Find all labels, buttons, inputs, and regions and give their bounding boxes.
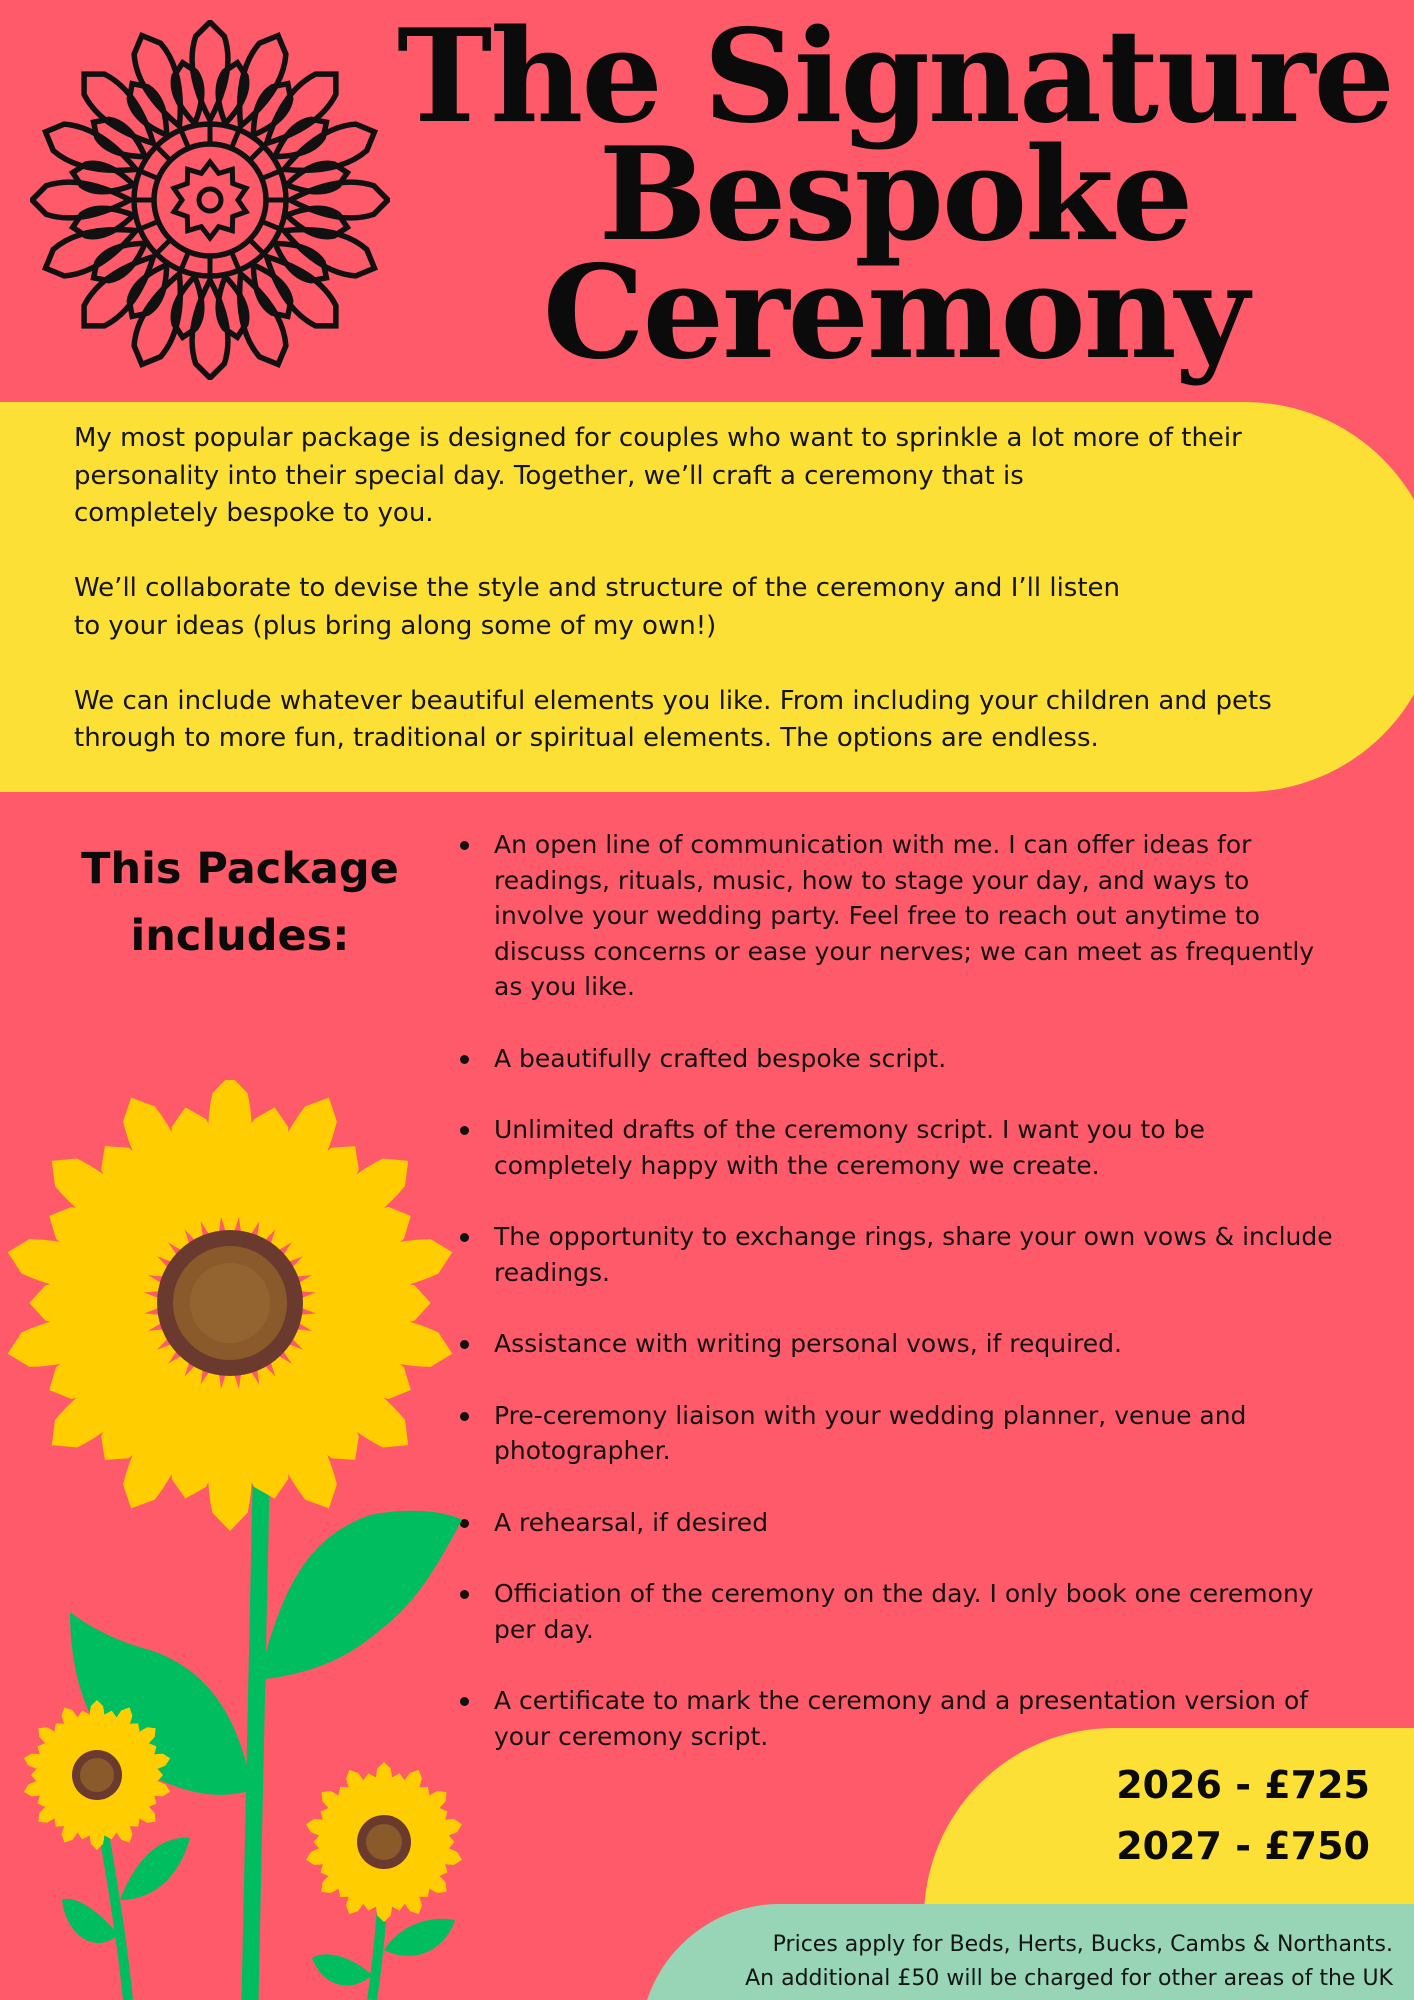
ray-tick bbox=[262, 221, 280, 229]
list-item-text: Unlimited drafts of the ceremony script. I want you to be completely happy with the ceremony we create. bbox=[494, 1115, 1205, 1180]
bullet-icon bbox=[460, 841, 469, 850]
package-heading bbox=[60, 836, 420, 970]
list-item bbox=[460, 1398, 1340, 1469]
list-item bbox=[460, 1041, 1340, 1077]
bullet-icon bbox=[460, 1055, 469, 1064]
list-item bbox=[460, 1219, 1340, 1290]
list-item bbox=[460, 1576, 1340, 1647]
list-item-text: A beautifully crafted bespoke script. bbox=[494, 1043, 947, 1073]
ray-tick bbox=[250, 240, 264, 254]
list-item bbox=[460, 1326, 1340, 1362]
list-item-text: Assistance with writing personal vows, if required. bbox=[494, 1329, 1122, 1358]
ray-tick bbox=[231, 252, 239, 270]
price-row: 2027 - £750 bbox=[1116, 1824, 1370, 1868]
ray-tick bbox=[231, 130, 239, 148]
list-item bbox=[460, 1112, 1340, 1183]
list-item bbox=[460, 827, 1340, 1005]
ray-tick bbox=[181, 252, 189, 270]
sunflower-illustration bbox=[0, 1080, 470, 2000]
ray-tick bbox=[262, 171, 280, 179]
ray-tick bbox=[140, 221, 158, 229]
list-item-text: The opportunity to exchange rings, share your own vows & include readings. bbox=[494, 1222, 1333, 1287]
price-list bbox=[1040, 1755, 1370, 1877]
footer-line: An additional £50 will be charged for other areas of the UK bbox=[745, 1966, 1393, 1991]
sunflower-outline-icon bbox=[30, 20, 390, 380]
price-row: 2026 - £725 bbox=[1116, 1763, 1370, 1807]
package-heading-line: This Package bbox=[81, 844, 399, 894]
list-item-text: Officiation of the ceremony on the day. I only book one ceremony per day. bbox=[494, 1579, 1314, 1644]
intro-text bbox=[74, 420, 1334, 795]
intro-paragraph: We’ll collaborate to devise the style and structure of the ceremony and I’ll listen to your ideas (plus bring along some of my own!) bbox=[74, 573, 1121, 641]
list-item-text: Pre-ceremony liaison with your wedding planner, venue and photographer. bbox=[494, 1400, 1247, 1465]
footer-line: Prices apply for Beds, Herts, Bucks, Cambs & Northants. bbox=[772, 1932, 1393, 1957]
intro-paragraph: We can include whatever beautiful elements you like. From including your children and pets through to more fun, traditional or spiritual elements. The options are endless. bbox=[74, 685, 1272, 753]
intro-paragraph: My most popular package is designed for couples who want to sprinkle a lot more of their personality into their special day. Together, we’ll craft a ceremony that is completely bespoke to you. bbox=[74, 423, 1242, 528]
ray-tick bbox=[250, 146, 264, 160]
list-item-text: An open line of communication with me. I can offer ideas for readings, rituals, music, how to stage your day, and ways to involve your wedding party. Feel free to reach out anytime to discuss concerns or ease your nerves; we can meet as frequently as you like. bbox=[494, 830, 1315, 1001]
list-item-text: A rehearsal, if desired bbox=[494, 1507, 769, 1537]
ray-tick bbox=[156, 146, 170, 160]
page-title bbox=[395, 2, 1395, 388]
list-item-text: A certificate to mark the ceremony and a presentation version of your ceremony script. bbox=[494, 1686, 1309, 1751]
title-line: Bespoke bbox=[598, 120, 1192, 270]
title-line: Ceremony bbox=[542, 238, 1248, 388]
package-features-list bbox=[460, 827, 1340, 1790]
list-item bbox=[460, 1505, 1340, 1541]
ray-tick bbox=[181, 130, 189, 148]
footer-note bbox=[660, 1928, 1393, 1996]
ray-tick bbox=[140, 171, 158, 179]
title-line: The Signature bbox=[397, 2, 1393, 152]
ray-tick bbox=[156, 240, 170, 254]
package-heading-line: includes: bbox=[130, 911, 350, 961]
